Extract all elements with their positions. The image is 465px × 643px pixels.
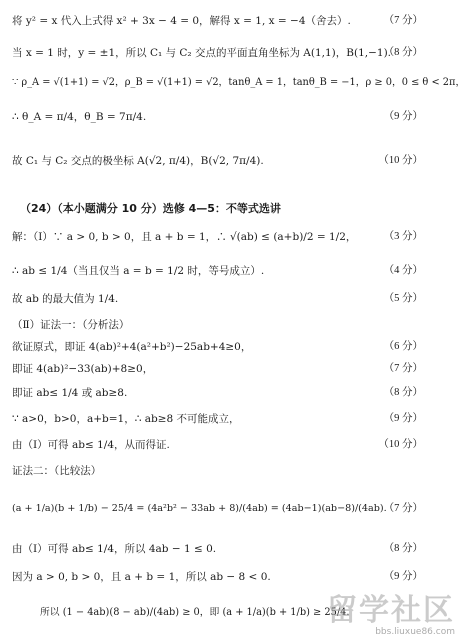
solution-line [0,360,465,378]
line-text: 欲证原式，即证 4(ab)²+4(a²+b²)−25ab+4≥0， [12,341,252,353]
line-text: ∵ a>0，b>0，a+b=1，∴ ab≥8 不可能成立， [12,413,240,425]
score-label: （9 分） [383,413,423,424]
line-text: 因为 a > 0, b > 0，且 a + b = 1，所以 ab − 8 < 0. [12,571,271,583]
score-label: （4 分） [383,265,423,276]
solution-line [0,44,465,62]
score-label: （10 分） [378,439,423,450]
line-text: （Ⅱ）证法一：（分析法） [12,319,130,331]
line-text: 所以 (1 − 4ab)(8 − ab)/(4ab) ≥ 0，即 (a + 1/a)(b + 1/b) ≥ 25/4. [40,607,350,618]
line-text: 由（Ⅰ）可得 ab≤ 1/4，所以 4ab − 1 ≤ 0. [12,543,217,555]
solution-line [0,462,465,480]
line-text: 故 ab 的最大值为 1/4. [12,293,119,305]
line-text: 即证 4(ab)²−33(ab)+8≥0， [12,363,154,375]
solution-line [0,108,465,126]
solution-line [0,540,465,558]
line-text: 即证 ab≤ 1/4 或 ab≥8. [12,387,128,399]
section-heading [0,200,465,218]
score-label: （7 分） [383,15,423,26]
solution-line [0,384,465,402]
score-label: （7 分） [383,363,423,374]
solution-line [0,262,465,280]
watermark-url: bbs.liuxue86.com [375,627,455,637]
line-text: ∵ ρ_A = √(1+1) = √2，ρ_B = √(1+1) = √2，tanθ_A = 1，tanθ_B = −1，ρ ≥ 0，0 ≤ θ < 2π， [12,77,465,88]
site-watermark [327,595,455,637]
line-text: 解：（Ⅰ）∵ a > 0, b > 0，且 a + b = 1，∴ √(ab) ≤ (a+b)/2 = 1/2， [12,231,357,243]
heading-text: （24）（本小题满分 10 分）选修 4—5：不等式选讲 [20,202,281,215]
score-label: （6 分） [383,341,423,352]
line-text: ∴ θ_A = π/4，θ_B = 7π/4. [12,111,147,123]
line-text: (a + 1/a)(b + 1/b) − 25/4 = (4a²b² − 33ab + 8)/(4ab) = (4ab−1)(ab−8)/(4ab). [12,503,387,514]
solution-line [0,500,465,518]
line-text: ∴ ab ≤ 1/4（当且仅当 a = b = 1/2 时，等号成立）. [12,265,265,277]
line-text: 由（Ⅰ）可得 ab≤ 1/4，从而得证. [12,439,170,451]
score-label: （5 分） [383,293,423,304]
watermark-logo: 留学社区 [327,593,455,628]
solution-line [0,228,465,246]
score-label: （8 分） [383,543,423,554]
score-label: （7 分） [383,503,423,514]
score-label: （10 分） [378,155,423,166]
solution-line [0,290,465,308]
score-label: （9 分） [383,111,423,122]
score-label: （3 分） [383,231,423,242]
score-label: （8 分） [383,387,423,398]
line-text: 当 x = 1 时，y = ±1，所以 C₁ 与 C₂ 交点的平面直角坐标为 A(1,1)，B(1,−1). [12,47,392,59]
score-label: （9 分） [383,571,423,582]
solution-line [0,436,465,454]
score-label: （8 分） [383,47,423,58]
solution-line [0,74,465,92]
solution-line [0,410,465,428]
line-text: 将 y² = x 代入上式得 x² + 3x − 4 = 0，解得 x = 1, x = −4（舍去）. [12,15,351,27]
solution-line [0,12,465,30]
solution-line [0,338,465,356]
solution-line [0,152,465,170]
solution-line [0,316,465,334]
solution-line [0,568,465,586]
line-text: 证法二：（比较法） [12,465,102,477]
line-text: 故 C₁ 与 C₂ 交点的极坐标 A(√2, π/4)，B(√2, 7π/4). [12,155,264,167]
